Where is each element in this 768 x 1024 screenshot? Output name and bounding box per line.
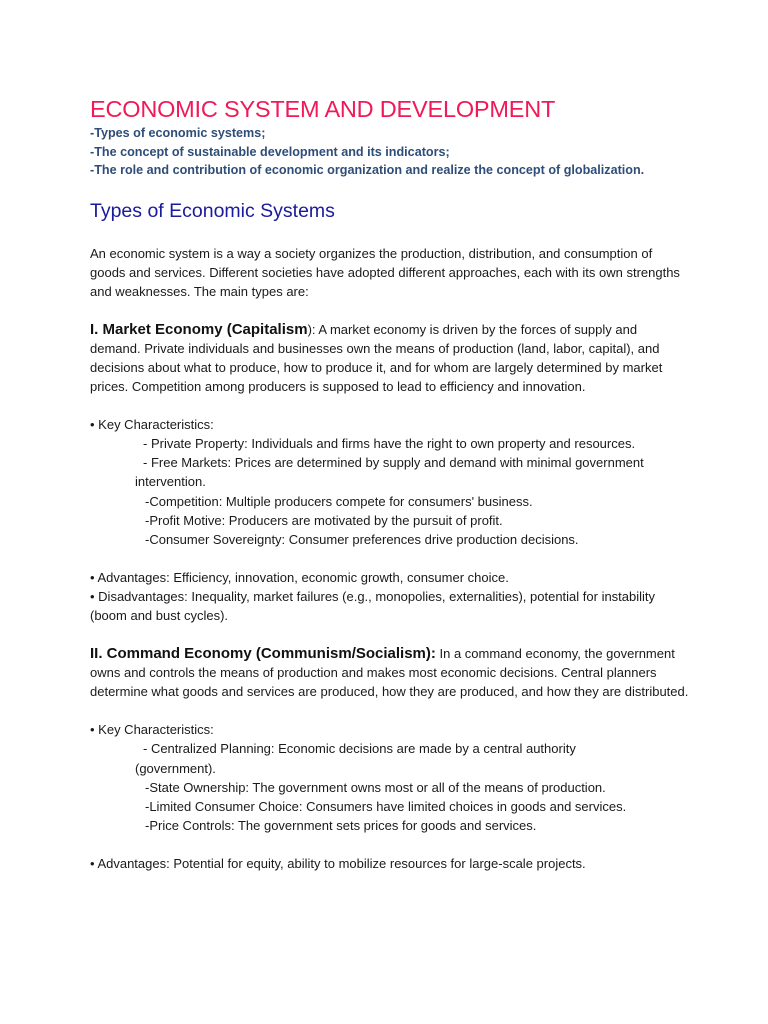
topic-item: -The concept of sustainable development and its indicators; [90,144,450,159]
command-key-characteristics [90,720,690,835]
key-characteristics-label: • Key Characteristics: [90,417,214,433]
characteristic-item: - Centralized Planning: Economic decisions are made by a central authority [143,741,576,757]
topic-item: -The role and contribution of economic organization and realize the concept of globalization. [90,163,645,177]
characteristic-item-continuation: intervention. [135,474,206,490]
advantages-line: • Advantages: Potential for equity, ability to mobilize resources for large-scale projects. [90,855,586,871]
topic-item: -Types of economic systems; [90,126,266,140]
command-economy-heading: II. Command Economy (Communism/Socialism): [90,645,436,663]
market-economy-heading-tail: ): [307,321,316,337]
market-key-characteristics [90,415,690,549]
document-title: ECONOMIC SYSTEM AND DEVELOPMENT [90,96,556,122]
characteristic-item-continuation: (government). [135,760,216,776]
characteristic-item: -State Ownership: The government owns most or all of the means of production. [145,779,606,795]
characteristic-item: - Private Property: Individuals and firms have the right to own property and resources. [143,436,636,452]
command-pros [90,854,690,873]
market-pros-cons [90,568,690,625]
advantages-line: • Advantages: Efficiency, innovation, economic growth, consumer choice. [90,569,509,585]
topic-list [90,124,690,180]
characteristic-item: -Profit Motive: Producers are motivated by the pursuit of profit. [145,512,503,528]
document-page [90,94,690,873]
disadvantages-line: • Disadvantages: Inequality, market failures (e.g., monopolies, externalities), potential for instability (boom and bust cycles). [90,588,656,623]
characteristic-item: -Price Controls: The government sets prices for goods and services. [145,817,537,833]
section-title: Types of Economic Systems [90,199,335,222]
command-economy-paragraph [90,644,690,701]
characteristic-item: - Free Markets: Prices are determined by supply and demand with minimal government [143,455,644,471]
key-characteristics-label: • Key Characteristics: [90,722,214,738]
market-economy-paragraph [90,320,690,396]
characteristic-item: -Competition: Multiple producers compete for consumers' business. [145,493,533,509]
intro-paragraph: An economic system is a way a society organizes the production, distribution, and consumption of goods and services. Different societies have adopted different approaches, each with its own strengths and weaknesses. The main types are: [90,245,680,299]
command-economy-body: In a command economy, the government owns and controls the means of production and makes most economic decisions. Central planners determine what goods and services are produced, how they are produced, and how they are distributed. [90,646,689,700]
market-economy-heading: I. Market Economy (Capitalism [90,320,308,338]
characteristic-item: -Limited Consumer Choice: Consumers have limited choices in goods and services. [145,798,627,814]
market-economy-body: A market economy is driven by the forces of supply and demand. Private individuals and businesses own the means of production (land, labor, capital), and decisions about what to produce, how to produce it, and for whom are largely determined by market prices. Competition among producers is supposed to lead to efficiency and innovation. [90,321,663,395]
characteristic-item: -Consumer Sovereignty: Consumer preferences drive production decisions. [145,531,579,547]
